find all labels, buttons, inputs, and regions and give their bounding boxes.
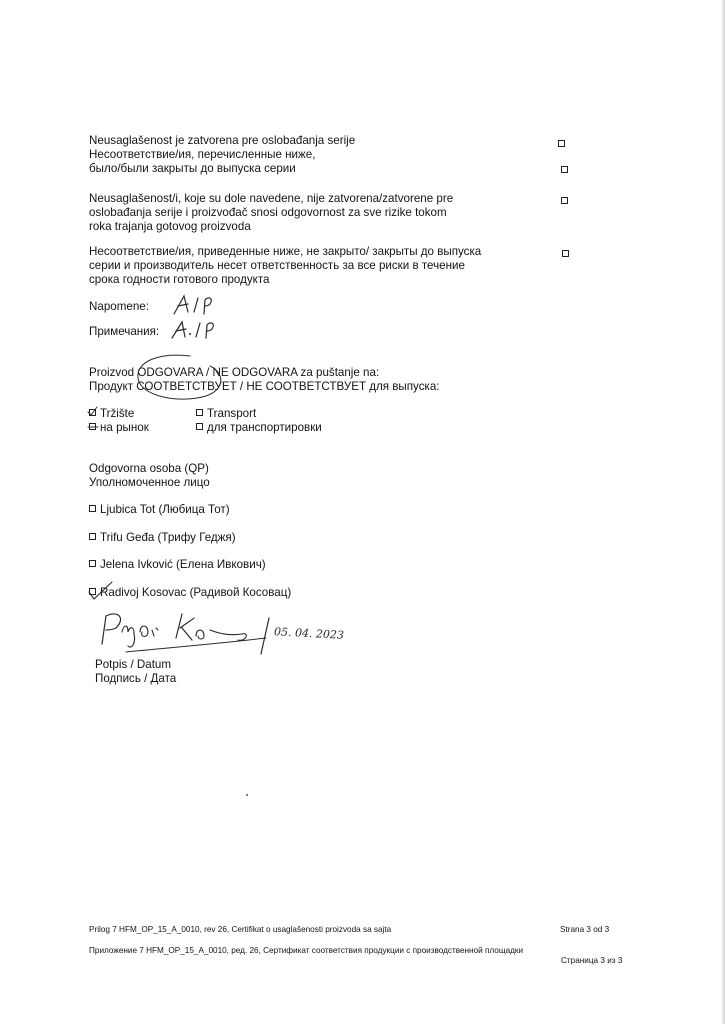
scan-speck xyxy=(246,794,248,796)
section3-line3: срока годности готового продукта xyxy=(89,273,270,286)
section1-ru-checkbox[interactable] xyxy=(561,166,568,173)
section1-line1: Neusaglašenost je zatvorena pre oslobađanja serije xyxy=(89,134,356,147)
responsible-title-sr: Odgovorna osoba (QP) xyxy=(89,462,209,475)
handwritten-notes-na-sr xyxy=(168,292,218,318)
person-option[interactable] xyxy=(89,503,230,517)
market-label-sr: Tržište xyxy=(100,407,135,420)
person-option[interactable] xyxy=(89,558,266,572)
section1-line3: было/были закрыты до выпуска серии xyxy=(89,162,296,175)
responsible-title-ru: Уполномоченное лицо xyxy=(89,476,210,489)
transport-checkbox-ru[interactable] xyxy=(196,423,203,430)
release-line-ru: Продукт СООТВЕТСТВУЕТ / НЕ СООТВЕТСТВУЕТ для выпуска: xyxy=(89,380,440,393)
person-checkbox[interactable] xyxy=(89,560,96,567)
signature-label-ru: Подпись / Дата xyxy=(95,672,177,685)
option-transport-sr[interactable] xyxy=(196,407,256,421)
footer-line-ru: Приложение 7 HFM_OP_15_A_0010, ред. 26, Сертификат соответствия продукции с производственной площадки xyxy=(89,946,524,955)
section2-line3: roka trajanja gotovog proizvoda xyxy=(89,220,251,233)
person-option[interactable] xyxy=(89,531,236,545)
transport-label-sr: Transport xyxy=(207,407,257,420)
market-check-marks xyxy=(86,404,100,434)
person-name: Ljubica Tot (Любица Тот) xyxy=(100,503,230,516)
transport-checkbox-sr[interactable] xyxy=(196,409,203,416)
person-name: Jelena Ivković (Елена Ивкович) xyxy=(100,558,266,571)
footer-line-sr: Prilog 7 HFM_OP_15_A_0010, rev 26, Certifikat o usaglašenosti proizvoda sa sajta xyxy=(89,925,392,934)
person-name: Trifu Geđa (Трифу Геджя) xyxy=(100,531,236,544)
notes-label-ru: Примечания: xyxy=(89,325,160,338)
footer-page-ru: Страница 3 из 3 xyxy=(561,956,623,965)
section3-line2: серии и производитель несет ответственность за все риски в течение xyxy=(89,259,465,272)
notes-label-sr: Napomene: xyxy=(89,300,149,313)
section2-checkbox[interactable] xyxy=(561,197,568,204)
selected-person-check-mark xyxy=(86,579,116,603)
person-name: Radivoj Kosovac (Радивой Косовац) xyxy=(100,586,292,599)
person-checkbox[interactable] xyxy=(89,505,96,512)
handwritten-date: 05. 04. 2023 xyxy=(273,625,345,642)
signature-label-sr: Potpis / Datum xyxy=(95,658,172,671)
signature-separator-slash xyxy=(258,616,272,656)
footer-page-sr: Strana 3 od 3 xyxy=(560,925,610,934)
person-checkbox[interactable] xyxy=(89,533,96,540)
market-label-ru: на рынок xyxy=(100,421,149,434)
section1-line2: Несоответствие/ия, перечисленные ниже, xyxy=(89,148,316,161)
section3-checkbox[interactable] xyxy=(562,250,569,257)
option-transport-ru[interactable] xyxy=(196,421,322,435)
section2-line1: Neusaglašenost/i, koje su dole navedene, nije zatvorena/zatvorene pre xyxy=(89,192,454,205)
section2-line2: oslobađanja serije i proizvođač snosi odgovornost za sve rizike tokom xyxy=(89,206,447,219)
person-option-selected[interactable] xyxy=(89,586,291,600)
section3-line1: Несоответствие/ия, приведенные ниже, не закрыто/ закрыты до выпуска xyxy=(89,245,482,258)
page-edge-shadow xyxy=(721,0,725,1024)
handwritten-notes-na-ru xyxy=(168,316,220,342)
release-line-sr: Proizvod ODGOVARA / NE ODGOVARA za puštanje na: xyxy=(89,366,380,379)
handwritten-circle-mark xyxy=(128,352,230,408)
section1-sr-checkbox[interactable] xyxy=(558,140,565,147)
transport-label-ru: для транспортировки xyxy=(207,421,322,434)
